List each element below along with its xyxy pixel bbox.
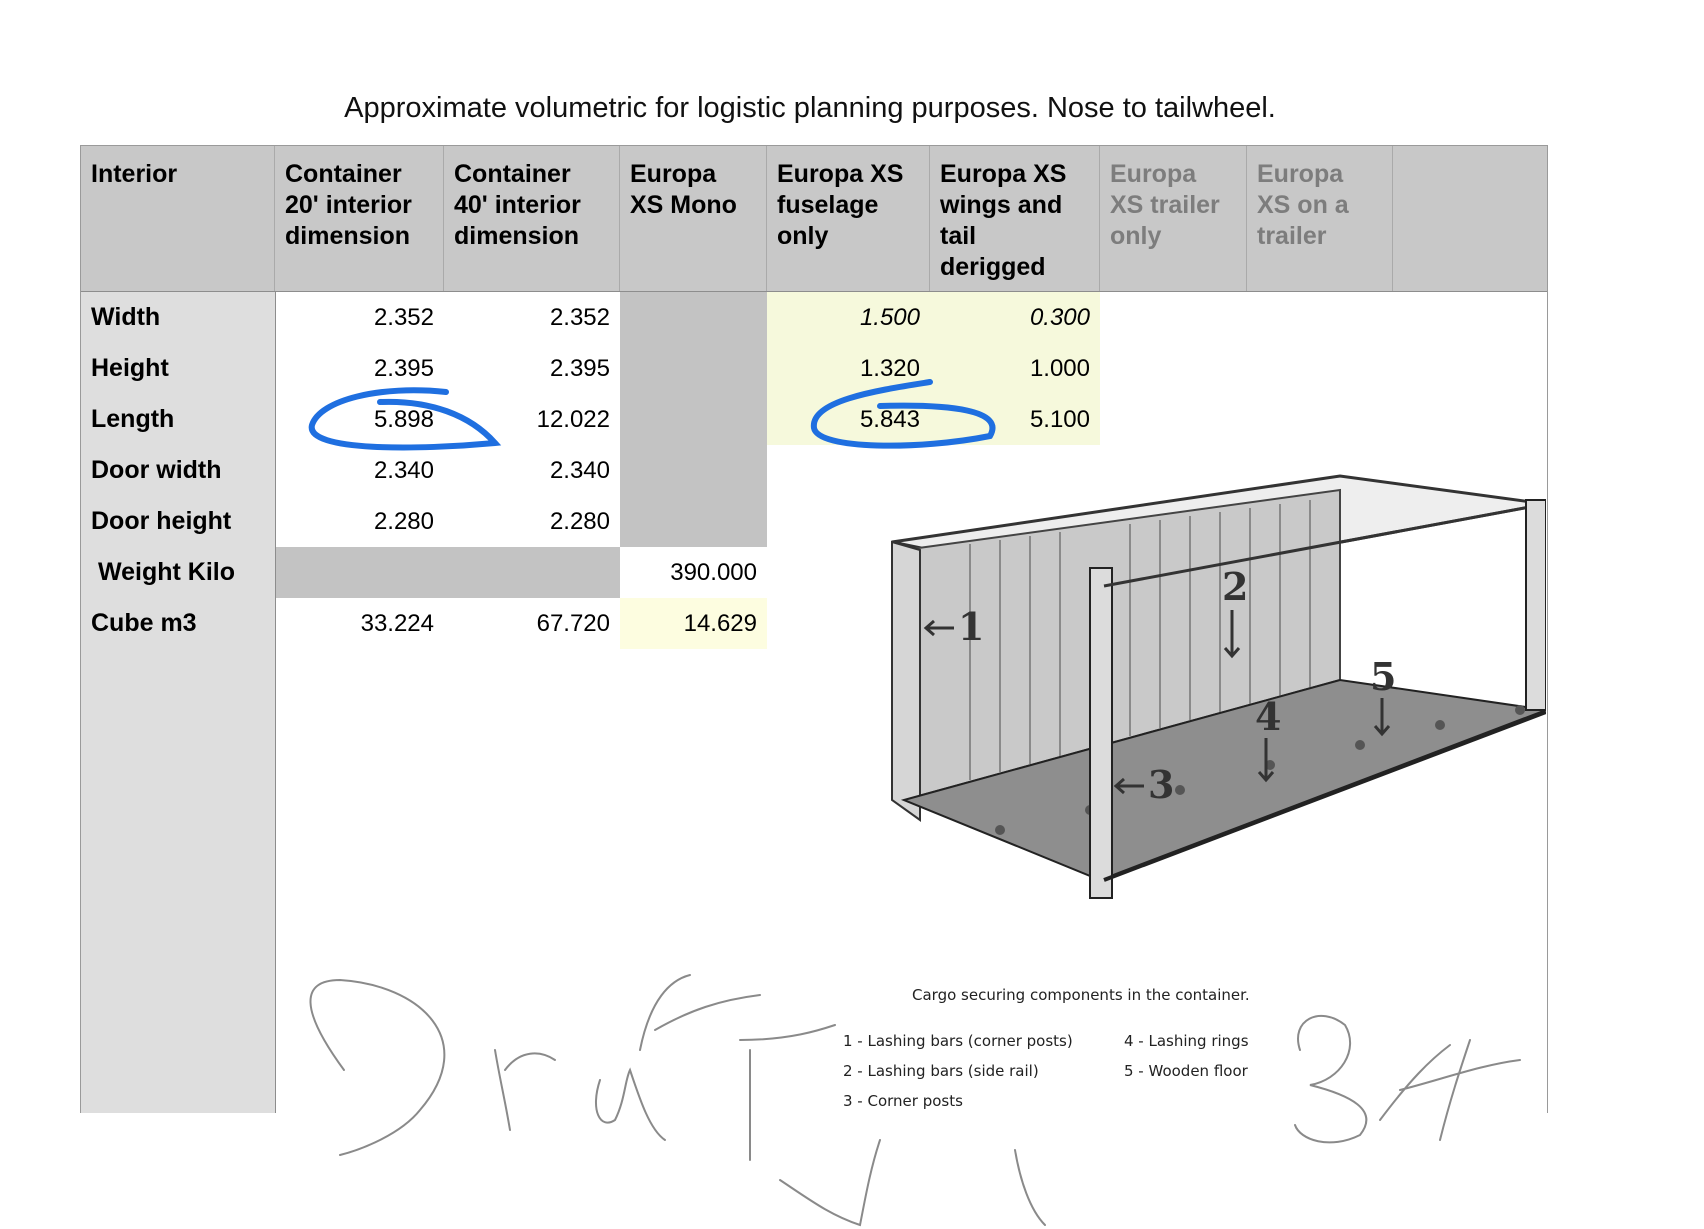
table-cell: 2.280 xyxy=(373,508,434,535)
header-line: 40' interior xyxy=(454,191,581,219)
legend-item: 1 - Lashing bars (corner posts) xyxy=(843,1032,1073,1050)
table-cell: 5.100 xyxy=(1029,406,1090,433)
table-cell: 0.300 xyxy=(1029,304,1090,331)
table-header xyxy=(81,146,1547,292)
callout-1: 1 xyxy=(958,604,985,649)
header-europa-on-trailer xyxy=(1247,146,1393,291)
header-line: derigged xyxy=(940,253,1046,281)
legend-item: 4 - Lashing rings xyxy=(1124,1032,1249,1050)
header-line: XS on a xyxy=(1257,191,1349,219)
header-line: Europa xyxy=(1257,160,1344,188)
header-line: Europa XS xyxy=(777,160,904,188)
table-cell: 67.720 xyxy=(536,610,610,637)
blank-block-weight xyxy=(276,547,620,598)
header-line: only xyxy=(777,222,829,250)
row-label-cube: Cube m3 xyxy=(91,609,197,637)
table-cell: 2.352 xyxy=(549,304,610,331)
table-cell: 2.352 xyxy=(373,304,434,331)
header-line: Europa xyxy=(1110,160,1197,188)
header-europa-mono xyxy=(620,146,767,291)
table-cell: 33.224 xyxy=(360,610,434,637)
table-cell: 2.340 xyxy=(373,457,434,484)
row-label-length: Length xyxy=(91,405,175,433)
table-cell: 1.320 xyxy=(859,355,920,382)
header-line: Container xyxy=(454,160,571,188)
row-label-door-width: Door width xyxy=(91,456,222,484)
header-line: XS trailer xyxy=(1110,191,1220,219)
legend-item: 5 - Wooden floor xyxy=(1124,1062,1248,1080)
table-cell: 390.000 xyxy=(670,559,757,586)
header-container-20 xyxy=(275,146,444,291)
header-container-40 xyxy=(444,146,620,291)
callout-5: 5 xyxy=(1370,654,1397,699)
table-cell: 14.629 xyxy=(683,610,757,637)
table-cell: 2.340 xyxy=(549,457,610,484)
table-cell: 5.898 xyxy=(373,406,434,433)
header-line: Europa XS xyxy=(940,160,1067,188)
table-cell: 1.000 xyxy=(1029,355,1090,382)
header-line: Container xyxy=(285,160,402,188)
row-label-width: Width xyxy=(91,303,161,331)
legend-item: 3 - Corner posts xyxy=(843,1092,963,1110)
header-line: tail xyxy=(940,222,977,250)
container-illustration xyxy=(880,460,1546,980)
header-line: fuselage xyxy=(777,191,879,219)
callout-4: 4 xyxy=(1255,694,1282,739)
callout-3: 3 xyxy=(1148,762,1175,807)
header-europa-trailer-only xyxy=(1100,146,1247,291)
table-cell: 2.395 xyxy=(549,355,610,382)
header-line: trailer xyxy=(1257,222,1327,250)
header-line: Interior xyxy=(91,160,178,188)
figure-caption: Cargo securing components in the container. xyxy=(912,986,1250,1004)
header-line: dimension xyxy=(285,222,411,250)
legend-item: 2 - Lashing bars (side rail) xyxy=(843,1062,1039,1080)
header-europa-fuselage xyxy=(767,146,930,291)
header-line: dimension xyxy=(454,222,580,250)
header-line: XS Mono xyxy=(630,191,737,219)
table-cell: 2.280 xyxy=(549,508,610,535)
table-cell: 2.395 xyxy=(373,355,434,382)
page-title: Approximate volumetric for logistic planning purposes. Nose to tailwheel. xyxy=(344,92,1276,124)
header-europa-wings xyxy=(930,146,1100,291)
header-interior xyxy=(81,146,275,291)
table-cell: 12.022 xyxy=(536,406,610,433)
header-line: Europa xyxy=(630,160,717,188)
table-cell: 1.500 xyxy=(859,304,920,331)
header-line: wings and xyxy=(940,191,1063,219)
header-line: only xyxy=(1110,222,1162,250)
callout-2: 2 xyxy=(1222,564,1249,609)
row-label-door-height: Door height xyxy=(91,507,232,535)
header-line: 20' interior xyxy=(285,191,412,219)
row-label-height: Height xyxy=(91,354,169,382)
blank-block-mono xyxy=(620,292,767,547)
table-cell: 5.843 xyxy=(859,406,920,433)
row-label-weight: Weight Kilo xyxy=(98,558,236,586)
